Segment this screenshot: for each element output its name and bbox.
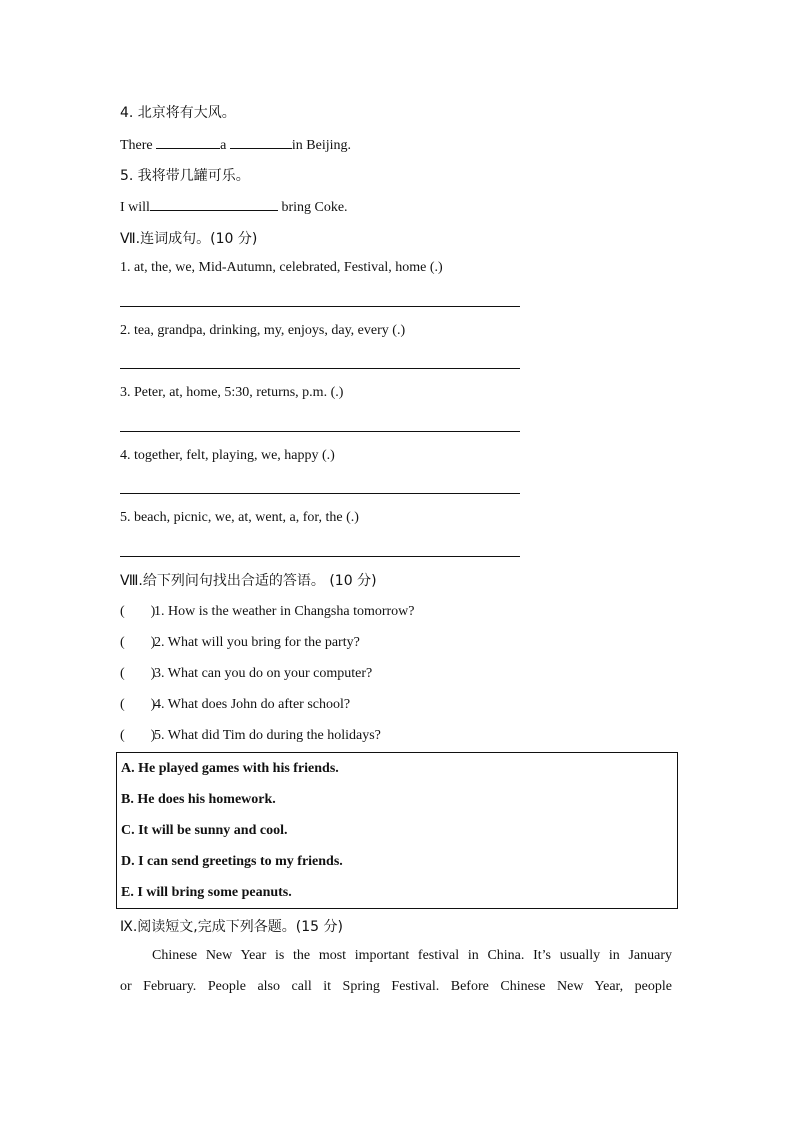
match-question-3 — [120, 666, 372, 682]
fill-blank-sentence-4 — [120, 136, 351, 154]
scramble-item-4: 4. together, felt, playing, we, happy (.) — [120, 448, 335, 463]
question-text: 4. What does John do after school? — [154, 697, 351, 712]
section-9-heading: Ⅸ.阅读短文,完成下列各题。(15 分) — [120, 919, 343, 935]
scramble-item-3: 3. Peter, at, home, 5:30, returns, p.m. (.) — [120, 385, 344, 400]
match-question-5 — [120, 728, 381, 744]
answer-paren[interactable]: ( ) — [120, 635, 156, 650]
option-c: C. It will be sunny and cool. — [121, 823, 288, 838]
answer-line-2[interactable] — [120, 368, 520, 369]
fill-blank-prompt-5: 5. 我将带几罐可乐。 — [120, 168, 250, 184]
answer-line-1[interactable] — [120, 306, 520, 307]
match-question-1 — [120, 604, 415, 620]
question-text: 5. What did Tim do during the holidays? — [154, 728, 381, 743]
answer-line-3[interactable] — [120, 431, 520, 432]
reading-passage-line-1: Chinese New Year is the most important festival in China. It’s usually in January — [152, 948, 672, 963]
fill-blank-sentence-5 — [120, 198, 348, 216]
answer-line-5[interactable] — [120, 556, 520, 557]
answer-blank[interactable] — [156, 136, 220, 149]
scramble-item-5: 5. beach, picnic, we, at, went, a, for, the (.) — [120, 510, 359, 525]
answer-blank[interactable] — [230, 136, 292, 149]
scramble-item-2: 2. tea, grandpa, drinking, my, enjoys, day, every (.) — [120, 323, 406, 338]
question-text: 1. How is the weather in Changsha tomorrow? — [154, 604, 415, 619]
option-d: D. I can send greetings to my friends. — [121, 854, 343, 869]
reading-passage-line-2: or February. People also call it Spring Festival. Before Chinese New Year, people — [120, 979, 672, 994]
fill-blank-prompt-4: 4. 北京将有大风。 — [120, 105, 236, 121]
section-7-heading: Ⅶ.连词成句。(10 分) — [120, 231, 258, 247]
answer-paren[interactable]: ( ) — [120, 728, 156, 743]
answer-blank[interactable] — [150, 198, 278, 211]
sentence-text: in Beijing. — [291, 138, 351, 153]
question-text: 3. What can you do on your computer? — [154, 666, 373, 681]
answer-line-4[interactable] — [120, 493, 520, 494]
section-8-heading: Ⅷ.给下列问句找出合适的答语。 (10 分) — [120, 573, 377, 589]
sentence-text: a — [220, 138, 230, 153]
scramble-item-1: 1. at, the, we, Mid-Autumn, celebrated, Festival, home (.) — [120, 260, 443, 275]
option-e: E. I will bring some peanuts. — [121, 885, 292, 900]
sentence-text: I will — [120, 200, 150, 215]
option-a: A. He played games with his friends. — [121, 761, 339, 776]
answer-paren[interactable]: ( ) — [120, 666, 156, 681]
match-question-2 — [120, 635, 360, 651]
sentence-text: bring Coke. — [277, 200, 348, 215]
question-text: 2. What will you bring for the party? — [154, 635, 360, 650]
match-question-4 — [120, 697, 350, 713]
answer-options-box — [116, 752, 678, 909]
sentence-text: There — [120, 138, 157, 153]
answer-paren[interactable]: ( ) — [120, 697, 156, 712]
option-b: B. He does his homework. — [121, 792, 276, 807]
answer-paren[interactable]: ( ) — [120, 604, 156, 619]
